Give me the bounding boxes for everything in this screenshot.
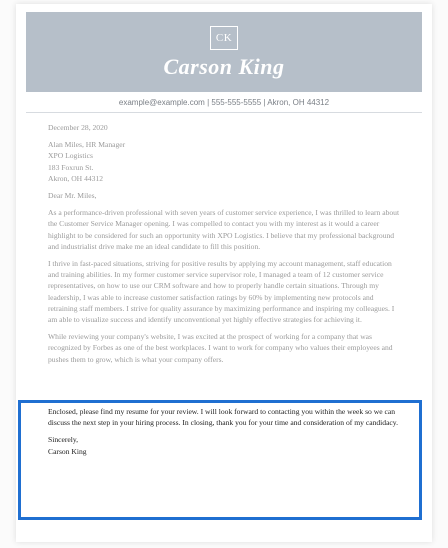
recipient-block [48,139,404,184]
paragraph-1: As a performance-driven professional with seven years of customer service experience, I was thrilled to learn about the Customer Service Manager opening. I was compelled to contact you with my interest as it would a career highlight to be considered for such an opportunity with XPO Logistics. I believe that my professional background and industrialist drive make me an ideal candidate to fill this position. [48,208,400,251]
salutation: Dear Mr. Miles, [48,191,97,201]
monogram: CK [210,26,238,50]
header-banner [26,12,422,92]
signoff: Sincerely, [48,435,79,445]
letter-date: December 28, 2020 [48,123,108,132]
signature-block [48,434,404,456]
divider [26,112,422,113]
signature-name: Carson King [48,446,87,456]
recipient-street: 183 Foxrun St. [48,162,94,172]
closing-section [48,406,404,463]
recipient-city: Akron, OH 44312 [48,173,104,183]
recipient-company: XPO Logistics [48,151,93,161]
letter-body [48,122,404,371]
closing-paragraph: Enclosed, please find my resume for your review. I will look forward to contacting you within the week so we can discuss the next step in your hiring process. In closing, thank you for your time and consideration of my candidacy. [48,407,399,428]
contact-line: example@example.com | 555-555-5555 | Akron, OH 44312 [118,98,330,107]
paragraph-3: While reviewing your company's website, I was excited at the prospect of working for a company that was recognized by Forbes as one of the best workplaces. I want to work for company who values their employees and pushes them to grow, which is what your company offers. [48,332,393,364]
paragraph-2: I thrive in fast-paced situations, striving for positive results by applying my account management, staff education and training abilities. In my former customer service supervisor role, I managed a team of 12 customer service representatives, on how to use our CRM software and how to properly handle certain situations. Through my leadership, I was able to increase customer satisfaction ratings by 60% by implementing new protocols and retraining staff members. I strive for quality assurance by maximizing performance and inspiring my colleagues. I am able to visualize success and identify unconventional yet highly effective strategies for achieving it. [48,259,395,325]
recipient-name: Alan Miles, HR Manager [48,140,126,150]
applicant-name: Carson King [163,54,285,79]
